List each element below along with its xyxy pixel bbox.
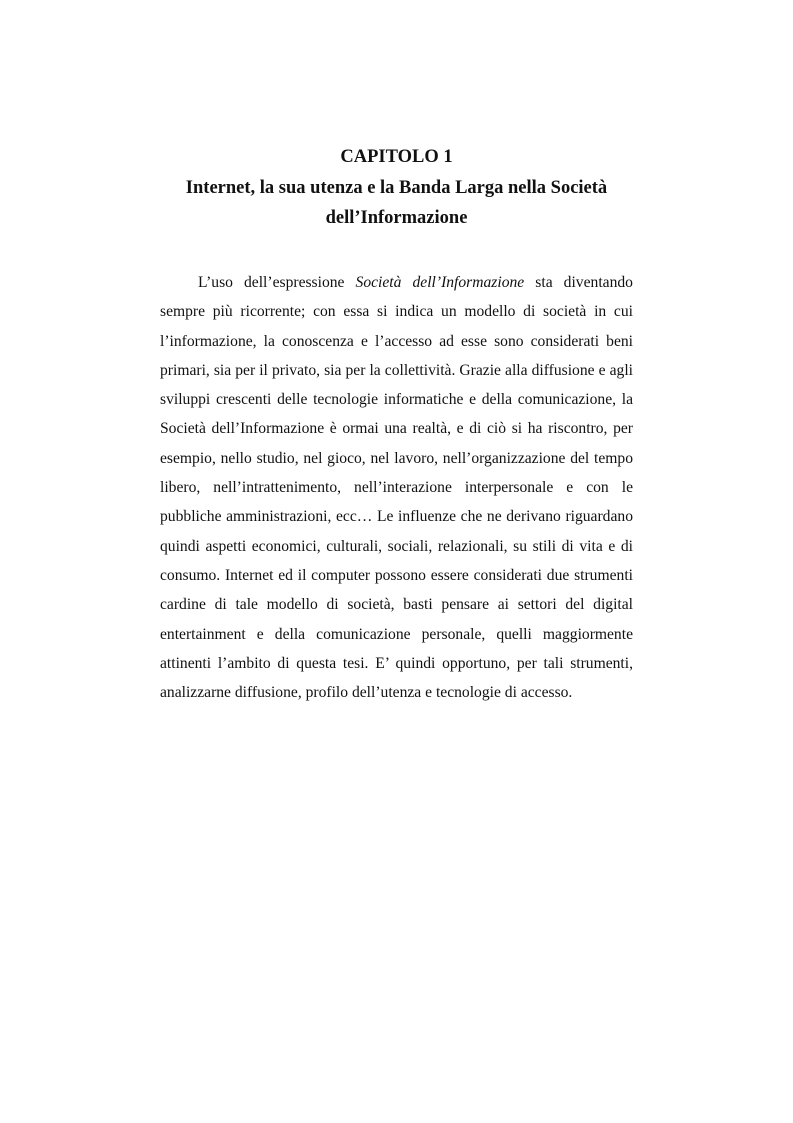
chapter-label: CAPITOLO 1 [340,147,453,167]
paragraph-intro: L’uso dell’espressione [198,274,356,291]
chapter-title: Internet, la sua utenza e la Banda Larga nella Società dell’Informazione [185,177,608,228]
chapter-header [160,142,633,234]
paragraph-text: sta diventando sempre più ricorrente; con essa si indica un modello di società in cui l’informazione, la conoscenza e l’accesso ad esse sono considerati beni primari, sia per il privato, sia per la collettività. Grazie alla diffusione e agli sviluppi crescenti delle tecnologie informatiche e della comunicazione, la Società dell’Informazione è ormai una realtà, e di ciò si ha riscontro, per esempio, nello studio, nel gioco, nel lavoro, nell’organizzazione del tempo libero, nell’intrattenimento, nell’interazione interpersonale e con le pubbliche amministrazioni, ecc… Le influenze che ne derivano riguardano quindi aspetti economici, culturali, sociali, relazionali, su stili di vita e di consumo. Internet ed il computer possono essere considerati due strumenti cardine di tale modello di società, basti pensare ai settori del digital entertainment e della comunicazione personale, quelli maggiormente attinenti l’ambito di questa tesi. E’ quindi opportuno, per tali strumenti, analizzarne diffusione, profilo dell’utenza e tecnologie di accesso. [160,274,633,702]
body-paragraph [160,268,633,707]
paragraph-emphasis: Società dell’Informazione [355,274,525,291]
